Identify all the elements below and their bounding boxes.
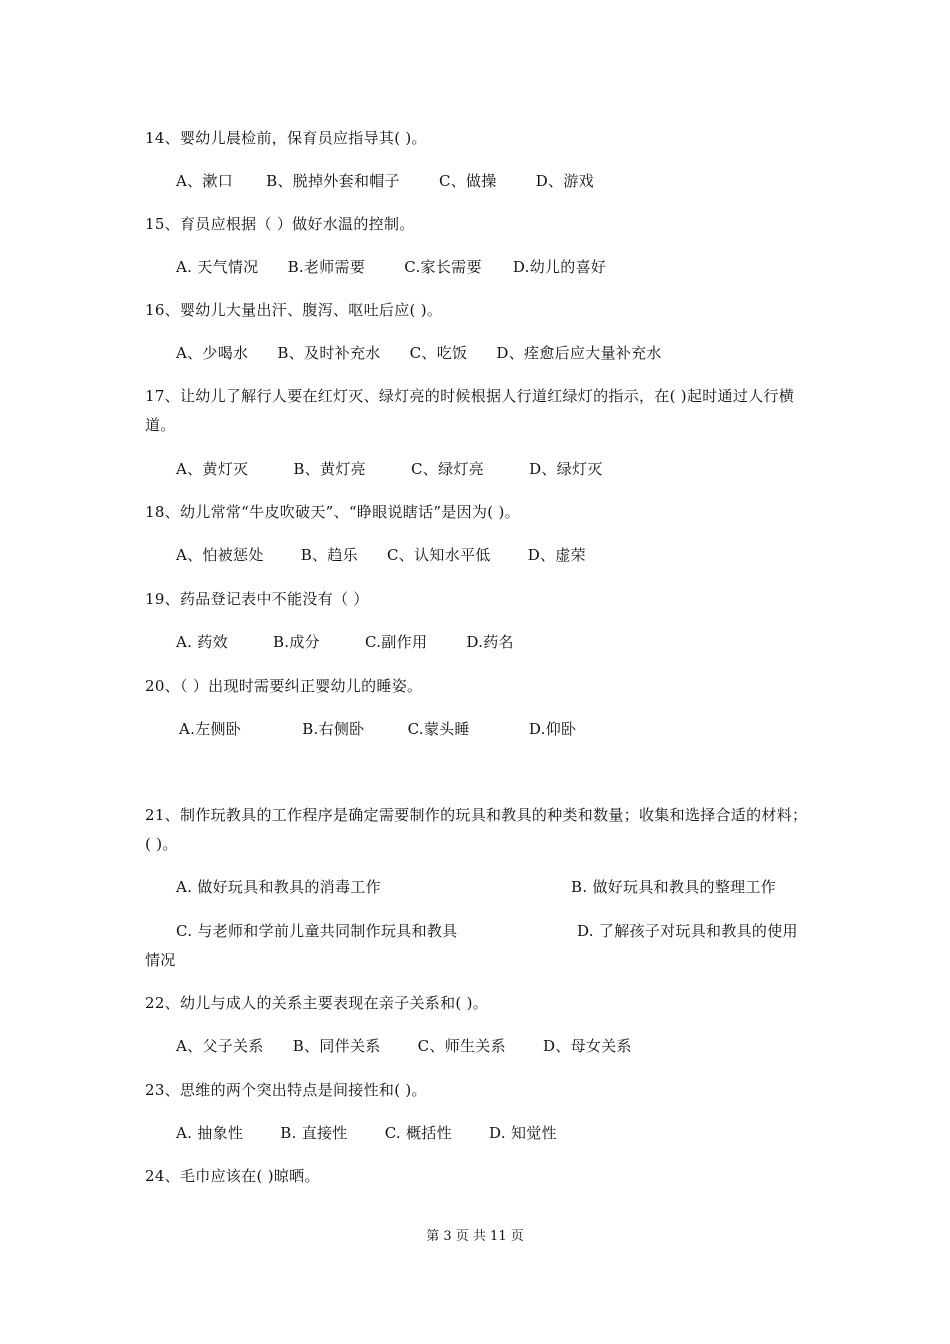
option-c: C. 概括性	[384, 1124, 452, 1142]
option-c: C、师生关系	[417, 1037, 506, 1055]
option-a: A、漱口	[176, 172, 234, 190]
options-23	[176, 1123, 557, 1143]
option-a: A、少喝水	[176, 344, 249, 362]
option-d: D.仰卧	[528, 720, 577, 738]
options-19	[176, 632, 514, 652]
question-18: 18、幼儿常常“牛皮吹破天”、“睁眼说瞎话”是因为( )。	[145, 503, 520, 521]
option-d: D、游戏	[535, 172, 594, 190]
question-22: 22、幼儿与成人的关系主要表现在亲子关系和( )。	[145, 994, 489, 1012]
option-c: C.家长需要	[404, 258, 482, 276]
option-b: B. 直接性	[280, 1124, 348, 1142]
option-a: A. 抽象性	[176, 1124, 244, 1142]
question-17: 17、让幼儿了解行人要在红灯灭、绿灯亮的时候根据人行道红绿灯的指示，在( )起时通过人行横道。	[145, 387, 795, 434]
option-d: D.幼儿的喜好	[512, 258, 607, 276]
option-c: C.蒙头睡	[407, 720, 470, 738]
options-17	[176, 459, 603, 479]
page-number: 第 3 页 共 11 页	[426, 1229, 524, 1244]
option-b: B、趋乐	[300, 546, 358, 564]
option-b: B、黄灯亮	[293, 460, 366, 478]
option-c: C、绿灯亮	[411, 460, 485, 478]
option-d: D、母女关系	[542, 1037, 632, 1055]
option-c: C、吃饭	[409, 344, 468, 362]
option-a: A.左侧卧	[179, 720, 242, 738]
question-23: 23、思维的两个突出特点是间接性和( )。	[145, 1081, 427, 1099]
option-b: B.成分	[272, 633, 320, 651]
question-20: 20、（ ）出现时需要纠正婴幼儿的睡姿。	[145, 677, 423, 695]
option-c: C、认知水平低	[387, 546, 491, 564]
option-c: C.副作用	[365, 633, 428, 651]
option-b: B、脱掉外套和帽子	[266, 172, 400, 190]
option-b: B、同伴关系	[292, 1037, 381, 1055]
option-d: D、痊愈后应大量补充水	[496, 344, 662, 362]
options-22	[176, 1036, 632, 1056]
option-21-c: C. 与老师和学前儿童共同制作玩具和教具	[176, 922, 458, 940]
option-21-d: D. 了解孩子对玩具和教具的使用情况	[145, 922, 798, 969]
option-b: B、及时补充水	[277, 344, 381, 362]
option-d: D、虚荣	[527, 546, 586, 564]
question-19: 19、药品登记表中不能没有（ ）	[145, 590, 369, 608]
option-d: D. 知觉性	[489, 1124, 557, 1142]
question-21: 21、制作玩教具的工作程序是确定需要制作的玩具和教具的种类和数量；收集和选择合适的材料；( )。	[145, 806, 808, 853]
option-b: B.老师需要	[287, 258, 366, 276]
option-a: A. 天气情况	[176, 258, 259, 276]
option-a: A、黄灯灭	[176, 460, 249, 478]
option-b: B.右侧卧	[302, 720, 365, 738]
option-d: D、绿灯灭	[529, 460, 603, 478]
question-14: 14、婴幼儿晨检前，保育员应指导其( )。	[145, 129, 427, 147]
options-16	[176, 343, 662, 363]
options-20	[179, 719, 576, 739]
option-21-b: B. 做好玩具和教具的整理工作	[571, 878, 777, 896]
options-18	[176, 545, 586, 565]
option-a: A、怕被惩处	[176, 546, 264, 564]
option-d: D.药名	[466, 633, 514, 651]
option-c: C、做操	[438, 172, 497, 190]
question-15: 15、育员应根据（ ）做好水温的控制。	[145, 215, 415, 233]
option-a: A、父子关系	[176, 1037, 264, 1055]
options-14	[176, 171, 594, 191]
option-21-a: A. 做好玩具和教具的消毒工作	[176, 878, 381, 896]
option-a: A. 药效	[176, 633, 228, 651]
question-16: 16、婴幼儿大量出汗、腹泻、呕吐后应( )。	[145, 301, 443, 319]
question-24: 24、毛巾应该在( )晾晒。	[145, 1167, 320, 1185]
options-15	[176, 257, 606, 277]
